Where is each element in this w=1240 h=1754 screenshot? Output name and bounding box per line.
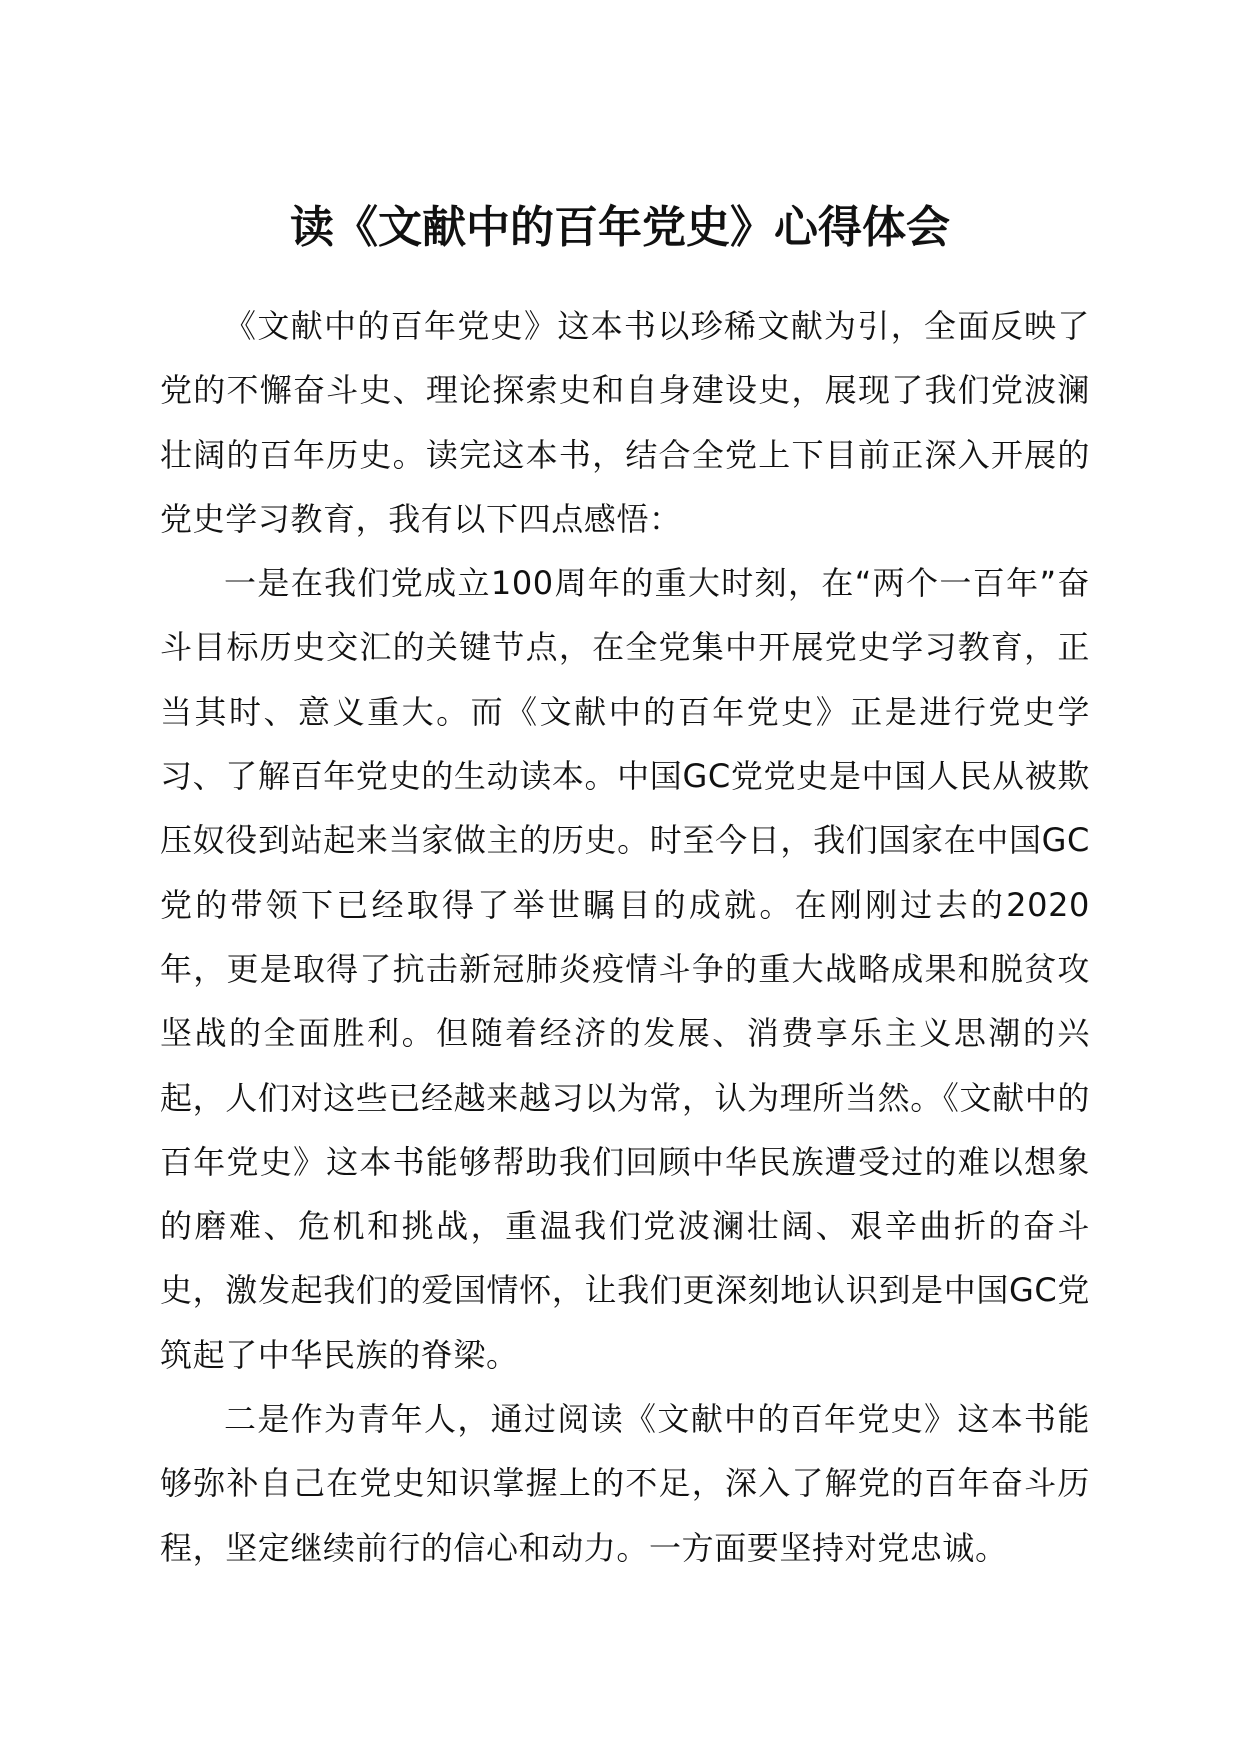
paragraph-intro: 《文献中的百年党史》这本书以珍稀文献为引，全面反映了党的不懈奋斗史、理论探索史和自身建设史，展现了我们党波澜壮阔的百年历史。读完这本书，结合全党上下目前正深入开展的党史学习教育，我有以下四点感悟： bbox=[160, 307, 1090, 538]
document-body bbox=[160, 294, 1090, 1580]
document-title: 读《文献中的百年党史》心得体会 bbox=[290, 202, 950, 253]
paragraph-point-two: 二是作为青年人，通过阅读《文献中的百年党史》这本书能够弥补自己在党史知识掌握上的不足，深入了解党的百年奋斗历程，坚定继续前行的信心和动力。一方面要坚持对党忠诚。 bbox=[160, 1400, 1090, 1567]
paragraph-point-one: 一是在我们党成立100周年的重大时刻，在“两个一百年”奋斗目标历史交汇的关键节点，在全党集中开展党史学习教育，正当其时、意义重大。而《文献中的百年党史》正是进行党史学习、了解百年党史的生动读本。中国GC党党史是中国人民从被欺压奴役到站起来当家做主的历史。时至今日，我们国家在中国GC党的带领下已经取得了举世瞩目的成就。在刚刚过去的2020年，更是取得了抗击新冠肺炎疫情斗争的重大战略成果和脱贫攻坚战的全面胜利。但随着经济的发展、消费享乐主义思潮的兴起，人们对这些已经越来越习以为常，认为理所当然。《文献中的百年党史》这本书能够帮助我们回顾中华民族遭受过的难以想象的磨难、危机和挑战，重温我们党波澜壮阔、艰辛曲折的奋斗史，激发起我们的爱国情怀，让我们更深刻地认识到是中国GC党筑起了中华民族的脊梁。 bbox=[160, 564, 1090, 1374]
